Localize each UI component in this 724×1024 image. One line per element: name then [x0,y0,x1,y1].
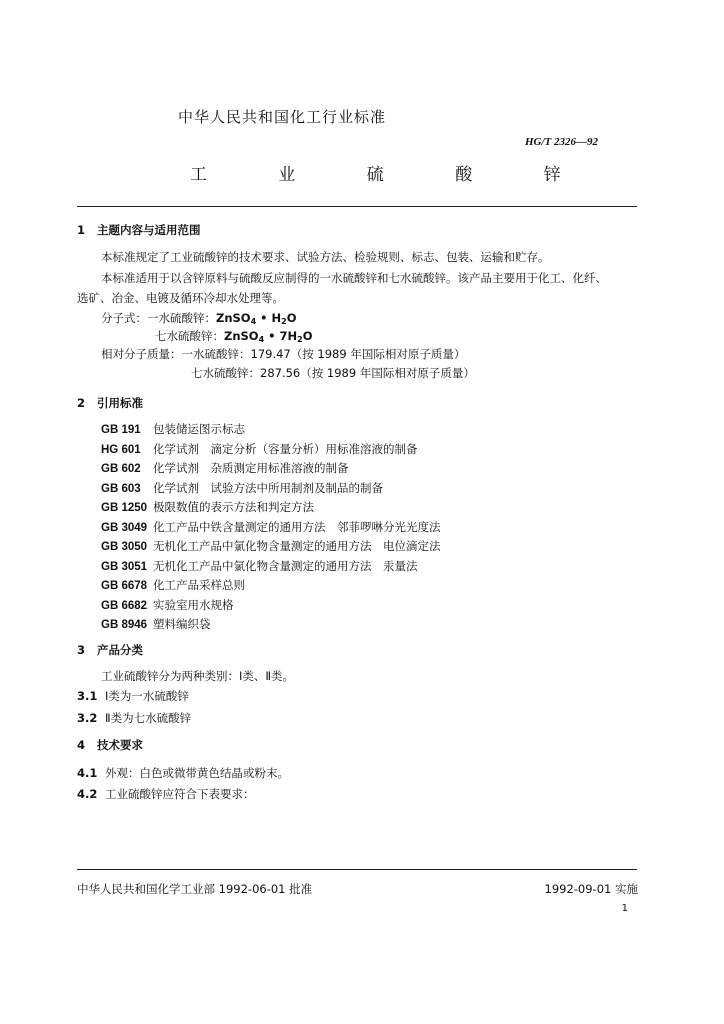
reference-code: GB 3049 [101,521,148,534]
formula-line-mono [101,310,297,330]
formula-hepta-label: 七水硫酸锌： [155,329,224,343]
clause-text: Ⅰ类为一水硫酸锌 [105,689,189,703]
formula-part: • 7H [264,329,298,343]
reference-item [101,519,441,536]
reference-item [101,499,314,516]
footer-rule [77,869,637,870]
reference-title: 无机化工产品中氯化物含量测定的通用方法 电位滴定法 [153,539,441,553]
clause-number: 3.1 [77,689,98,703]
reference-item [101,577,245,594]
reference-title: 化学试剂 试验方法中所用制剂及制品的制备 [153,480,383,495]
reference-code: HG 601 [101,443,141,456]
section-number: 3 [77,643,86,657]
header-rule [77,206,637,207]
reference-item [101,480,383,497]
clause-number: 4.2 [77,787,98,801]
reference-code: GB 603 [101,482,141,495]
formula-label: 分子式： [101,311,147,325]
reference-item [101,441,418,458]
reference-code: GB 602 [101,463,141,475]
section-title: 产品分类 [97,643,143,657]
section-4-heading [77,737,143,753]
section-number: 4 [77,738,86,752]
clause-3-2 [77,710,191,726]
formula-part: • H [256,311,282,325]
reference-title: 无机化工产品中氯化物含量测定的通用方法 汞量法 [153,558,418,573]
reference-item [101,538,441,555]
reference-item [101,616,211,633]
reference-code: GB 3050 [101,541,148,553]
reference-title: 化工产品采样总则 [153,578,245,592]
approval-line: 中华人民共和国化学工业部 1992-06-01 批准 [77,882,313,896]
section-title: 主题内容与适用范围 [97,223,201,237]
reference-title: 化学试剂 杂质测定用标准溶液的制备 [153,461,349,475]
clause-4-2 [77,786,255,802]
formula-part: ZnSO [224,329,259,343]
formula-part: O [302,329,313,343]
mw-mono-value: 一水硫酸锌：179.47（按 1989 年国际相对原子质量） [181,347,466,361]
clause-number: 4.1 [77,766,98,780]
reference-title: 实验室用水规格 [153,597,234,612]
section-title: 技术要求 [97,738,143,752]
reference-code: GB 8946 [101,619,148,631]
reference-item [101,558,418,575]
clause-text: 工业硫酸锌应符合下表要求： [105,787,255,801]
paragraph: 选矿、冶金、电镀及循环冷却水处理等。 [77,291,284,305]
reference-code: GB 3051 [101,560,148,573]
clause-4-1 [77,765,289,781]
reference-code: GB 6678 [101,580,148,592]
clause-number: 3.2 [77,711,98,725]
section-title: 引用标准 [97,396,143,410]
reference-title: 塑料编织袋 [153,617,211,631]
reference-item [101,460,349,477]
reference-item [101,421,245,438]
clause-text: Ⅱ类为七水硫酸锌 [105,711,192,725]
formula-hepta [224,329,313,343]
section-2-heading [77,395,143,411]
formula-line-hepta [155,328,313,348]
molecular-weight-mono [101,346,465,362]
standard-code: HG/T 2326—92 [524,136,598,148]
paragraph: 本标准适用于以含锌原料与硫酸反应制得的一水硫酸锌和七水硫酸锌。该产品主要用于化工、化纤、 [101,271,607,285]
formula-part: O [286,311,297,325]
paragraph: 本标准规定了工业硫酸锌的技术要求、试验方法、检验规则、标志、包装、运输和贮存。 [101,250,550,264]
reference-title: 化学试剂 滴定分析（容量分析）用标准溶液的制备 [153,441,418,456]
ministry-line: 中华人民共和国化工行业标准 [178,108,387,126]
section-1-heading [77,222,201,238]
reference-code: GB 1250 [101,502,148,514]
formula-mono-label: 一水硫酸锌： [147,311,216,325]
implementation-date: 1992-09-01 实施 [544,882,638,896]
reference-title: 化工产品中铁含量测定的通用方法 邻菲啰啉分光光度法 [153,519,441,534]
page-number: 1 [621,903,628,914]
clause-text: 外观：白色或微带黄色结晶或粉末。 [105,766,289,780]
molecular-weight-hepta: 七水硫酸锌：287.56（按 1989 年国际相对原子质量） [191,366,475,380]
section-3-heading [77,642,143,658]
reference-title: 包装储运图示标志 [153,422,245,436]
reference-code: GB 191 [101,424,141,436]
formula-subscript: 2 [297,335,303,344]
section-number: 2 [77,396,86,410]
formula-part: ZnSO [216,311,251,325]
reference-item [101,597,234,614]
formula-subscript: 2 [281,317,287,326]
reference-title: 极限数值的表示方法和判定方法 [153,500,314,514]
reference-code: GB 6682 [101,599,148,612]
formula-subscript: 4 [258,335,265,344]
formula-subscript: 4 [250,317,257,326]
document-title: 工 业 硫 酸 锌 [190,165,594,185]
clause-3-1 [77,688,189,704]
section-number: 1 [77,223,86,237]
mw-label: 相对分子质量： [101,347,182,361]
paragraph: 工业硫酸锌分为两种类别：Ⅰ类、Ⅱ类。 [101,669,295,683]
formula-mono [216,311,297,325]
